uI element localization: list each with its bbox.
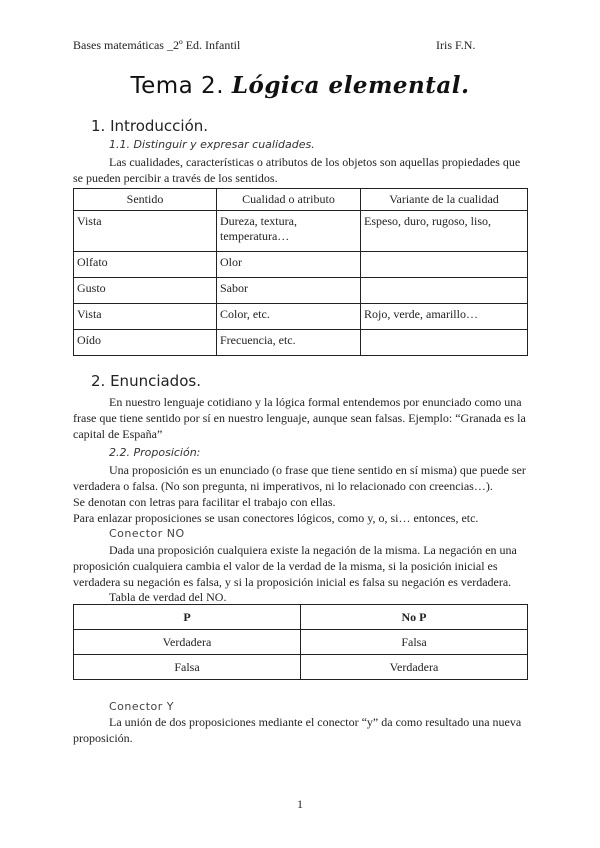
page-number: 1 bbox=[297, 797, 303, 811]
table-header: P bbox=[74, 605, 301, 630]
section2-heading: 2. Enunciados. bbox=[91, 372, 201, 390]
table-row bbox=[74, 278, 528, 304]
table-header-row bbox=[74, 189, 528, 211]
section1-paragraph: Las cualidades, características o atributos de los objetos son aquellas propiedades que se pueden percibir a través de los sentidos. bbox=[73, 155, 521, 185]
section2-paragraph-enunciado: En nuestro lenguaje cotidiano y la lógica formal entendemos por enunciado como una frase que tiene sentido por sí en nuestro lenguaje, aunque sean falsas. Ejemplo: “Granada es la capital de España” bbox=[73, 395, 526, 441]
table-cell: Vista bbox=[74, 304, 217, 330]
truth-table-no bbox=[73, 604, 528, 680]
table-cell: Olor bbox=[217, 252, 361, 278]
table-cell: Frecuencia, etc. bbox=[217, 330, 361, 356]
table-header: Variante de la cualidad bbox=[361, 189, 528, 211]
header-right: Iris F.N. bbox=[436, 38, 476, 52]
page-title bbox=[0, 72, 600, 99]
section1-heading: 1. Introducción. bbox=[91, 117, 209, 135]
title-prefix: Tema 2. bbox=[130, 73, 224, 99]
table-cell: Espeso, duro, rugoso, liso, bbox=[361, 211, 528, 252]
header-left: Bases matemáticas _2º Ed. Infantil bbox=[73, 38, 241, 52]
table-cell: Rojo, verde, amarillo… bbox=[361, 304, 528, 330]
truth-table-caption: Tabla de verdad del NO. bbox=[109, 590, 227, 604]
table-cell: Falsa bbox=[301, 630, 528, 655]
table-cell bbox=[361, 278, 528, 304]
table-header: No P bbox=[301, 605, 528, 630]
table-cell: Dureza, textura, temperatura… bbox=[217, 211, 361, 252]
table-cell: Verdadera bbox=[301, 655, 528, 680]
table-cell: Gusto bbox=[74, 278, 217, 304]
connector-y-label: Conector Y bbox=[109, 700, 174, 713]
table-header: Cualidad o atributo bbox=[217, 189, 361, 211]
proposition-paragraph: Una proposición es un enunciado (o frase que tiene sentido en sí misma) que puede ser verdadera o falsa. (No son pregunta, ni imperativos, ni lo relacionado con creencias…). bbox=[73, 463, 526, 493]
connectors-paragraph: Para enlazar proposiciones se usan conectores lógicos, como y, o, si… entonces, etc. bbox=[73, 511, 479, 525]
table-row bbox=[74, 252, 528, 278]
conjunction-paragraph: La unión de dos proposiciones mediante el conector “y” da como resultado una nueva proposición. bbox=[73, 715, 522, 745]
section1-subheading: 1.1. Distinguir y expresar cualidades. bbox=[109, 138, 315, 151]
table-cell: Falsa bbox=[74, 655, 301, 680]
table-row bbox=[74, 630, 528, 655]
table-header-row bbox=[74, 605, 528, 630]
section2-subheading: 2.2. Proposición: bbox=[109, 446, 201, 459]
table-row bbox=[74, 211, 528, 252]
table-cell: Olfato bbox=[74, 252, 217, 278]
table-row bbox=[74, 304, 528, 330]
table-cell bbox=[361, 252, 528, 278]
connector-no-label: Conector NO bbox=[109, 527, 185, 540]
notation-paragraph: Se denotan con letras para facilitar el trabajo con ellas. bbox=[73, 495, 336, 509]
qualities-table bbox=[73, 188, 528, 356]
table-cell: Sabor bbox=[217, 278, 361, 304]
table-cell: Vista bbox=[74, 211, 217, 252]
table-cell: Oído bbox=[74, 330, 217, 356]
table-row bbox=[74, 655, 528, 680]
table-row bbox=[74, 330, 528, 356]
table-header: Sentido bbox=[74, 189, 217, 211]
negation-paragraph: Dada una proposición cualquiera existe la negación de la misma. La negación en una proposición cualquiera cambia el valor de la verdad de la misma, si la posición inicial es verdadera su negación es falsa, y si la proposición inicial es falsa su negación es verdadera. bbox=[73, 543, 517, 589]
table-cell: Verdadera bbox=[74, 630, 301, 655]
table-cell bbox=[361, 330, 528, 356]
table-cell: Color, etc. bbox=[217, 304, 361, 330]
title-italic: Lógica elemental. bbox=[231, 72, 470, 99]
